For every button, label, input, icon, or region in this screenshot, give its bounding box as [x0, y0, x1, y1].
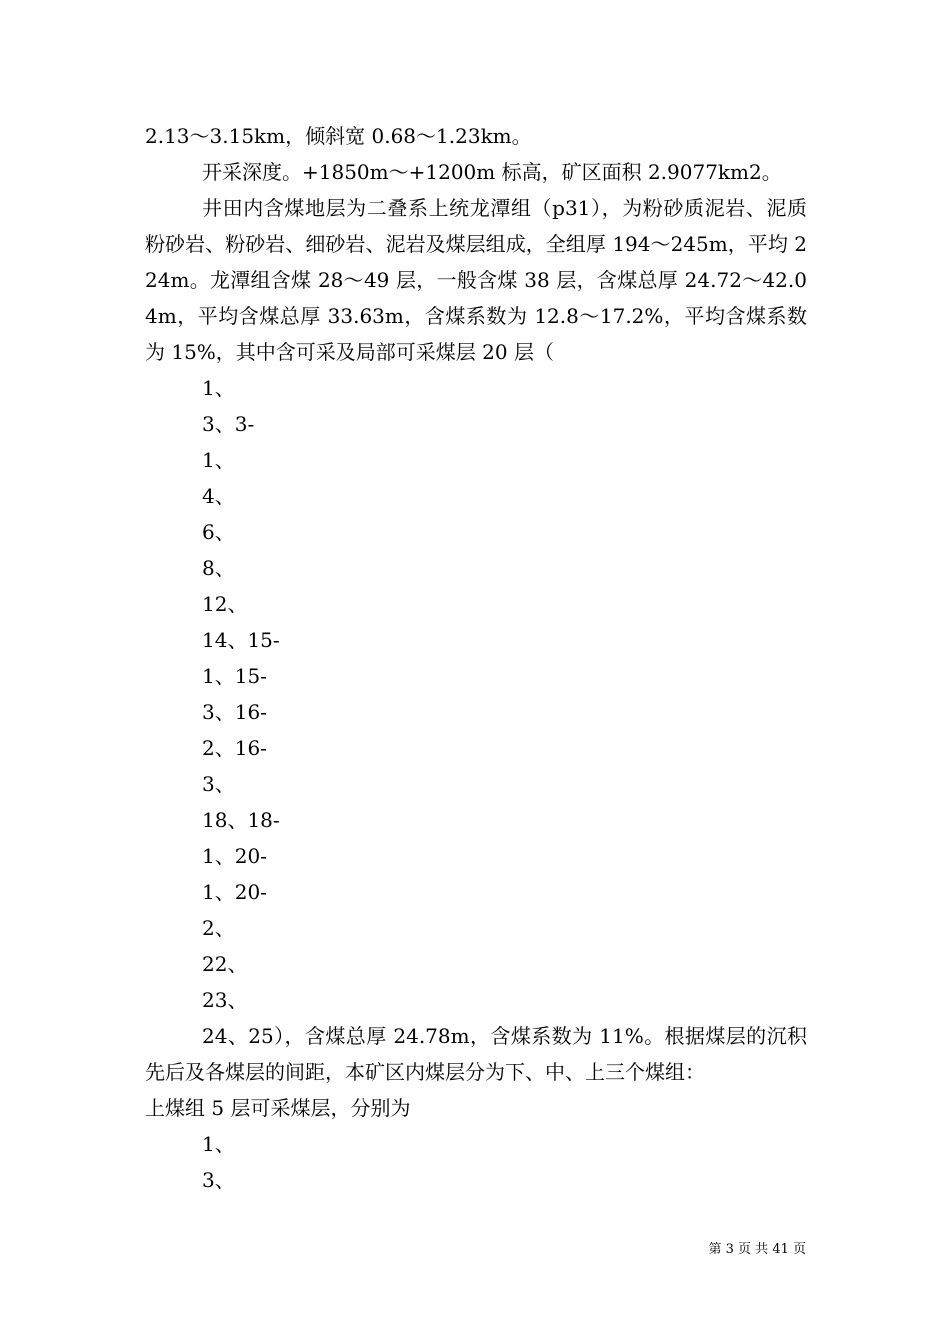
paragraph-coal-groups: 24、25），含煤总厚 24.78m，含煤系数为 11%。根据煤层的沉积先后及各煤层的间距，本矿区内煤层分为下、中、上三个煤组： — [145, 1024, 807, 1084]
list-item: 1、 — [202, 1132, 235, 1156]
list-item: 4、 — [202, 484, 235, 508]
page-number-footer: 第 3 页 共 41 页 — [708, 1242, 806, 1257]
list-item: 18、18- — [202, 808, 280, 832]
list-item: 3、 — [202, 1168, 235, 1192]
paragraph-upper-group: 上煤组 5 层可采煤层，分别为 — [145, 1096, 411, 1120]
list-item: 3、16- — [202, 700, 267, 724]
list-item: 1、 — [202, 448, 235, 472]
paragraph-mining-depth: 开采深度。+1850m～+1200m 标高，矿区面积 2.9077km2。 — [202, 160, 782, 184]
list-item: 1、20- — [202, 880, 267, 904]
list-item: 2、16- — [202, 736, 267, 760]
list-item: 3、 — [202, 772, 235, 796]
paragraph-dimensions: 2.13～3.15km，倾斜宽 0.68～1.23km。 — [145, 124, 532, 148]
document-body — [145, 118, 807, 1198]
list-item: 1、15- — [202, 664, 267, 688]
list-item: 8、 — [202, 556, 235, 580]
list-item: 23、 — [202, 988, 248, 1012]
list-item: 3、3- — [202, 412, 255, 436]
list-item: 6、 — [202, 520, 235, 544]
list-item: 1、20- — [202, 844, 267, 868]
list-item: 12、 — [202, 592, 248, 616]
paragraph-coal-strata: 井田内含煤地层为二叠系上统龙潭组（p31），为粉砂质泥岩、泥质粉砂岩、粉砂岩、细砂岩、泥岩及煤层组成，全组厚 194～245m，平均 224m。龙潭组含煤 28～49 层，一般含煤 38 层，含煤总厚 24.72～42.04m，平均含煤总厚 33.63m，含煤系数为 12.8～17.2%，平均含煤系数为 15%，其中含可采及局部可采煤层 20 层（ — [145, 196, 807, 364]
list-item: 1、 — [202, 376, 235, 400]
list-item: 14、15- — [202, 628, 280, 652]
list-item: 2、 — [202, 916, 235, 940]
list-item: 22、 — [202, 952, 248, 976]
